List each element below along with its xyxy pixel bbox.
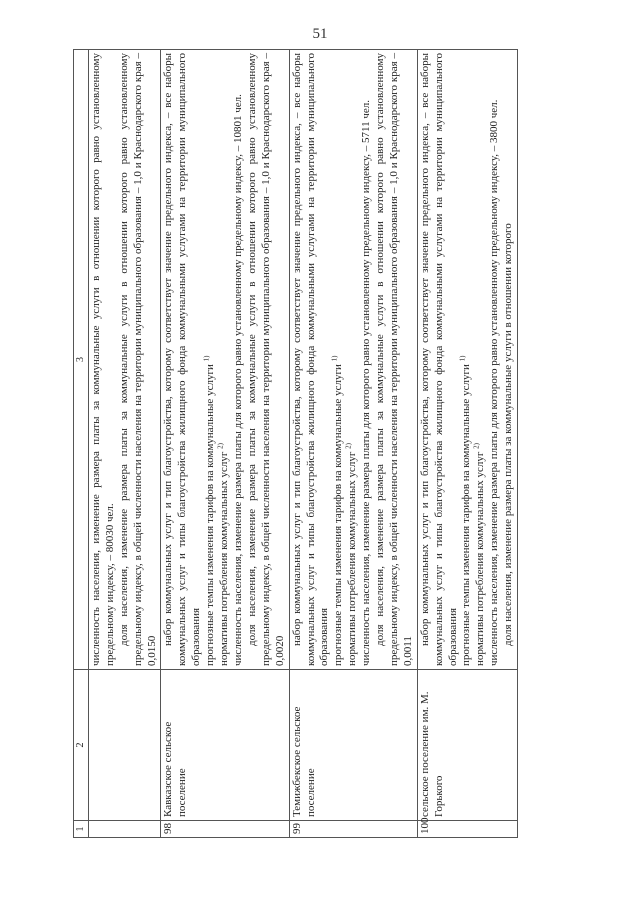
footnote-ref: 1) [202,355,211,362]
description-paragraph [374,53,416,666]
settlement-name-cell: Темижбекское сельское поселение [289,670,417,821]
paragraph-text: численность населения, изменение размера платы для которого равно установленному предельному индексу, – 5711 чел. [360,99,373,666]
description-paragraph [218,53,232,666]
settlement-name-cell: сельское поселение им. М. Горького [417,670,517,821]
paragraph-text: нормативы потребления коммунальных услуг [346,451,359,666]
description-paragraph [474,53,488,666]
row-number-cell: 99 [289,821,417,838]
table-row [161,50,289,838]
table-row [417,50,517,838]
row-number-cell: 100 [417,821,517,838]
table-header-row [74,50,89,838]
description-cell [88,50,161,670]
footnote-ref: 1) [330,355,339,362]
row-number-cell: 98 [161,821,289,838]
paragraph-text: прогнозные темпы изменения тарифов на коммунальные услуги [204,364,217,666]
description-paragraph [291,53,333,666]
description-paragraph [360,53,374,666]
municipal-index-table [73,49,518,838]
paragraph-text: набор коммунальных услуг и тип благоустройства, которому соответствует значение предельного индекса, – все наборы коммунальных услуг и типы благоустройства жилищного фонда коммунальными услугами на территории муниципального образования [162,53,203,666]
rotated-table-sheet [73,53,589,838]
footnote-ref: 2) [344,443,353,449]
footnote-ref: 2) [472,443,481,449]
description-paragraph [246,53,288,666]
header-col-3: 3 [74,50,89,670]
paragraph-text: численность населения, изменение размера платы для которого равно установленному предельному индексу, – 10801 чел. [231,94,244,666]
description-cell [289,50,417,670]
paragraph-text: прогнозные темпы изменения тарифов на коммунальные услуги [332,364,345,666]
paragraph-text: нормативы потребления коммунальных услуг [474,451,487,666]
description-paragraph [204,53,218,666]
description-paragraph [488,53,502,666]
description-paragraph [346,53,360,666]
paragraph-text: нормативы потребления коммунальных услуг [218,451,231,666]
description-cell [417,50,517,670]
header-col-2: 2 [74,670,89,821]
description-paragraph [232,53,246,666]
paragraph-text: прогнозные темпы изменения тарифов на коммунальные услуги [460,364,473,666]
paragraph-text: набор коммунальных услуг и тип благоустройства, которому соответствует значение предельного индекса, – все наборы коммунальных услуг и типы благоустройства жилищного фонда коммунальными услугами на территории муниципального образования [418,53,459,666]
paragraph-text: численность населения, изменение размера платы для которого равно установленному предельному индексу, – 3800 чел. [488,99,501,666]
page-number: 51 [312,26,328,42]
header-col-1: 1 [74,821,89,838]
footnote-ref: 2) [216,443,225,449]
description-paragraph [419,53,461,666]
paragraph-text: доля населения, изменение размера платы за коммунальные услуги в отношении которого равно установленному предельному индексу, в общей численности населения на территории муниципального образования – 1,0 и Краснодарского края – 0,0020 [245,53,286,666]
settlement-name-cell [88,670,161,821]
settlement-name-cell: Кавказское сельское поселение [161,670,289,821]
footnote-ref: 1) [458,355,467,362]
paragraph-text: доля населения, изменение размера платы за коммунальные услуги в отношении которого равно установленному предельному индексу, в общей численности населения на территории муниципального образования – 1,0 и Краснодарского края – 0,0011 [374,53,414,666]
description-cell [161,50,289,670]
description-paragraph [502,53,516,666]
paragraph-text: доля населения, изменение размера платы за коммунальные услуги в отношении которого [502,223,515,646]
description-paragraph [332,53,346,666]
table-rows [161,50,518,838]
description-paragraph: доля населения, изменение размера платы за коммунальные услуги в отношении которого равно установленному предельному индексу, в общей численности населения на территории муниципального образования – 1,0 и Краснодарского края – 0,0150 [117,53,158,666]
description-paragraph [460,53,474,666]
paragraph-text: набор коммунальных услуг и тип благоустройства, которому соответствует значение предельного индекса, – все наборы коммунальных услуг и типы благоустройства жилищного фонда коммунальными услугами на территории муниципального образования [290,53,331,666]
description-paragraph: численность населения, изменение размера платы за коммунальные услуги в отношении которого равно установленному предельному индексу, – 80030 чел. [89,53,116,666]
description-paragraph [162,53,204,666]
row-number-cell [88,821,161,838]
table-row-continuation [88,50,161,838]
table-row [289,50,417,838]
